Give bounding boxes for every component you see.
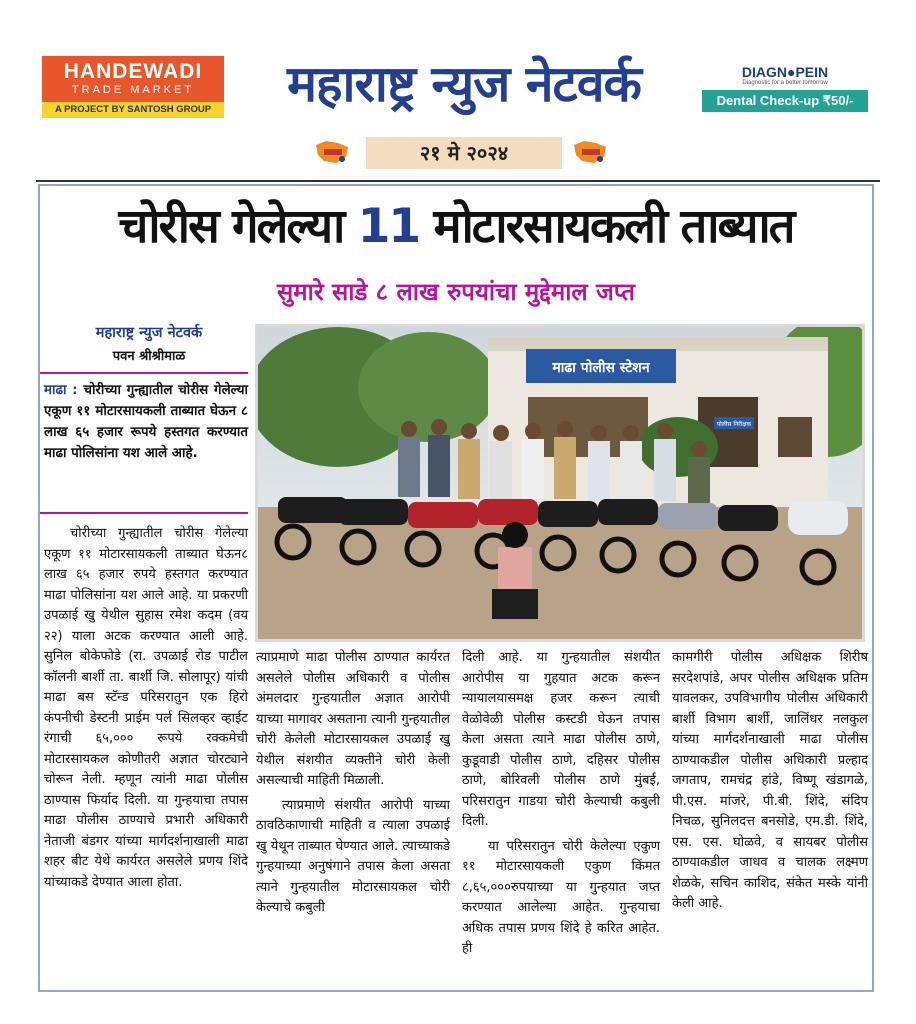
byline-author: पवन श्रीश्रीमाळ <box>112 349 186 364</box>
news-photo <box>255 324 865 642</box>
body-paragraph: दिली आहे. या गुन्हयातील संशयीत आरोपीस या गुहयात अटक करून न्यायालयासमक्ष हजर करून त्याची वेळोवेळी पोलीस कस्टडी घेऊन तपास केला असता त्याने माढा पोलीस ठाणे, कुडूवाडी पोलीस ठाणे, दहिसर पोलीस ठाणे, बोरिवली पोलीस ठाणे मुंबई, परिसरातुन गाडया चोरी केल्याची कबुली दिली. <box>462 650 660 829</box>
column-4 <box>672 648 868 919</box>
body-paragraph: त्याप्रमाणे माढा पोलीस ठाण्यात कार्यरत असलेले पोलीस अधिकारी व पोलीस अंमलदार गुन्हयातील अज्ञात आरोपी याच्या मागावर असताना त्यानी गुन्हयातील चोरी केलेली मोटारसायकल उपळाई खु येथील संशयीत व्यक्तीने चोरी केली असल्याची माहिती मिळाली. <box>256 650 450 788</box>
column-2 <box>256 648 450 923</box>
masthead-title: महाराष्ट्र न्युज नेटवर्क <box>287 55 641 113</box>
dateline-place: माढा : <box>44 383 78 398</box>
headline-post: मोटारसायकली ताब्यात <box>419 199 794 254</box>
lede-paragraph <box>44 380 248 464</box>
ad-sub: TRADE MARKET <box>71 84 195 96</box>
headline-pre: चोरीस गेलेल्या <box>118 199 358 254</box>
ad-project: A PROJECT BY SANTOSH GROUP <box>42 102 224 118</box>
diagnopein-ad[interactable] <box>702 62 868 112</box>
issue-date: २१ मे २०२४ <box>366 137 562 169</box>
byline-divider <box>40 372 248 374</box>
map-logo-icon <box>570 137 610 167</box>
body-paragraph: चोरीच्या गुन्ह्यातील चोरीस गेलेल्या एकूण ११ मोटारसायकली ताब्यात घेऊन८ लाख ६५ हजार रुपये हस्तगत करण्यात माढा पोलिसांना यश आले आहे. या प्रकरणी उपळाई खु येथील सुहास रमेश कदम (वय २२) याला अटक करण्यात आली आहे. सुनिल बोकेफोडे (रा. उपळाई रोड पाटील कॉलनी बार्शी ता. बार्शी जि. सोलापूर) यांची माढा बस स्टॅन्ड परिसरातुन एक हिरो कंपनीची डेस्टनी प्राईम पर्ल सिलव्हर व्हाईट रंगाची ६५,००० रूपये रक्कमेची मोटारसायकल कोणीतरी अज्ञात चोरट्याने चोरून नेली. म्हणून त्यांनी माढा पोलीस ठाण्यास फिर्याद दिली. या गुन्हयाचा तपास माढा पोलीस ठाण्याचे प्रभारी अधिकारी नेताजी बंडगर यांच्या मार्गदर्शनाखाली माढा शहर बीट येथे कार्यरत असलेले प्रणय शिंदे यांच्याकडे देण्यात आला होता. <box>44 526 248 890</box>
column-3 <box>462 648 660 964</box>
map-logo-icon <box>312 137 352 167</box>
lede-text: चोरीच्या गुन्ह्यातील चोरीस गेलेल्या एकूण ११ मोटारसायकली ताब्यात घेऊन ८ लाख ६५ हजार रूपये हस्तगत करण्यात माढा पोलिसांना यश आले आहे. <box>44 383 248 461</box>
headline <box>40 192 872 262</box>
handewadi-ad[interactable] <box>42 56 224 118</box>
ad-brand: HANDEWADI <box>63 60 203 83</box>
headline-number: 11 <box>357 199 420 254</box>
ad-right-offer: Dental Check-up ₹50/- <box>702 90 868 112</box>
column-1 <box>44 524 248 897</box>
ad-right-tagline: Diagnostic for a better tomorrow <box>742 80 828 86</box>
subheadline: सुमारे साडे ८ लाख रुपयांचा मुद्देमाल जप्त <box>277 278 635 306</box>
byline-network: महाराष्ट्र न्युज नेटवर्क <box>95 325 203 341</box>
police-station-illustration <box>258 327 862 639</box>
ad-right-logo: DIAGN●PEIN <box>741 64 829 80</box>
side-sign-text: पोलीस निरीक्षक <box>716 421 752 428</box>
lede-divider <box>40 512 248 514</box>
body-paragraph: त्याप्रमाणे संशयीत आरोपी याच्या ठावठिकाणाची माहिती व त्याला उपळाई खु येथून ताब्यात घेण्यात आले. त्याच्याकडे गुन्हयाच्या अनुषंगाने तपास केला असता त्याने गुन्हयातील मोटारसायकल चोरी केल्याचे कबुली <box>256 797 450 915</box>
station-sign-text: माढा पोलीस स्टेशन <box>552 360 650 376</box>
header-rule <box>36 180 880 182</box>
body-paragraph: या परिसरातुन चोरी केलेल्या एकुण ११ मोटारसायकली एकुण किंमत ८,६५,०००रुपयाच्या या गुन्हयात जप्त करण्यात आलेल्या आहेत. गुन्हयाचा अधिक तपास प्रणय शिंदे हे करित आहेत. ही <box>462 838 660 956</box>
body-paragraph: कामगीरी पोलीस अधिक्षक शिरीष सरदेशपांडे, अपर पोलीस अधिक्षक प्रतिम यावलकर, उपविभागीय पोलीस अधिकारी बार्शी विभाग बार्शी, जालिंधर नलकुल यांच्या मार्गदर्शनाखाली माढा पोलीस ठाण्याकडील पोलीस अधिकारी प्रल्हाद जगताप, रामचंद्र हांडे, विष्णू खंडागळे, पी.एस. मांजरे, पी.बी. शिंदे, संदिप निचळ, सुनिलदत्त बनसोडे, एम.डी. शिंदे, एस. एस. घोळवे, व सायबर पोलीस ठाण्याकडील जाधव व चालक लक्ष्मण शेळके, सचिन काशिद, संकेत मस्के यांनी केली आहे. <box>672 650 868 911</box>
